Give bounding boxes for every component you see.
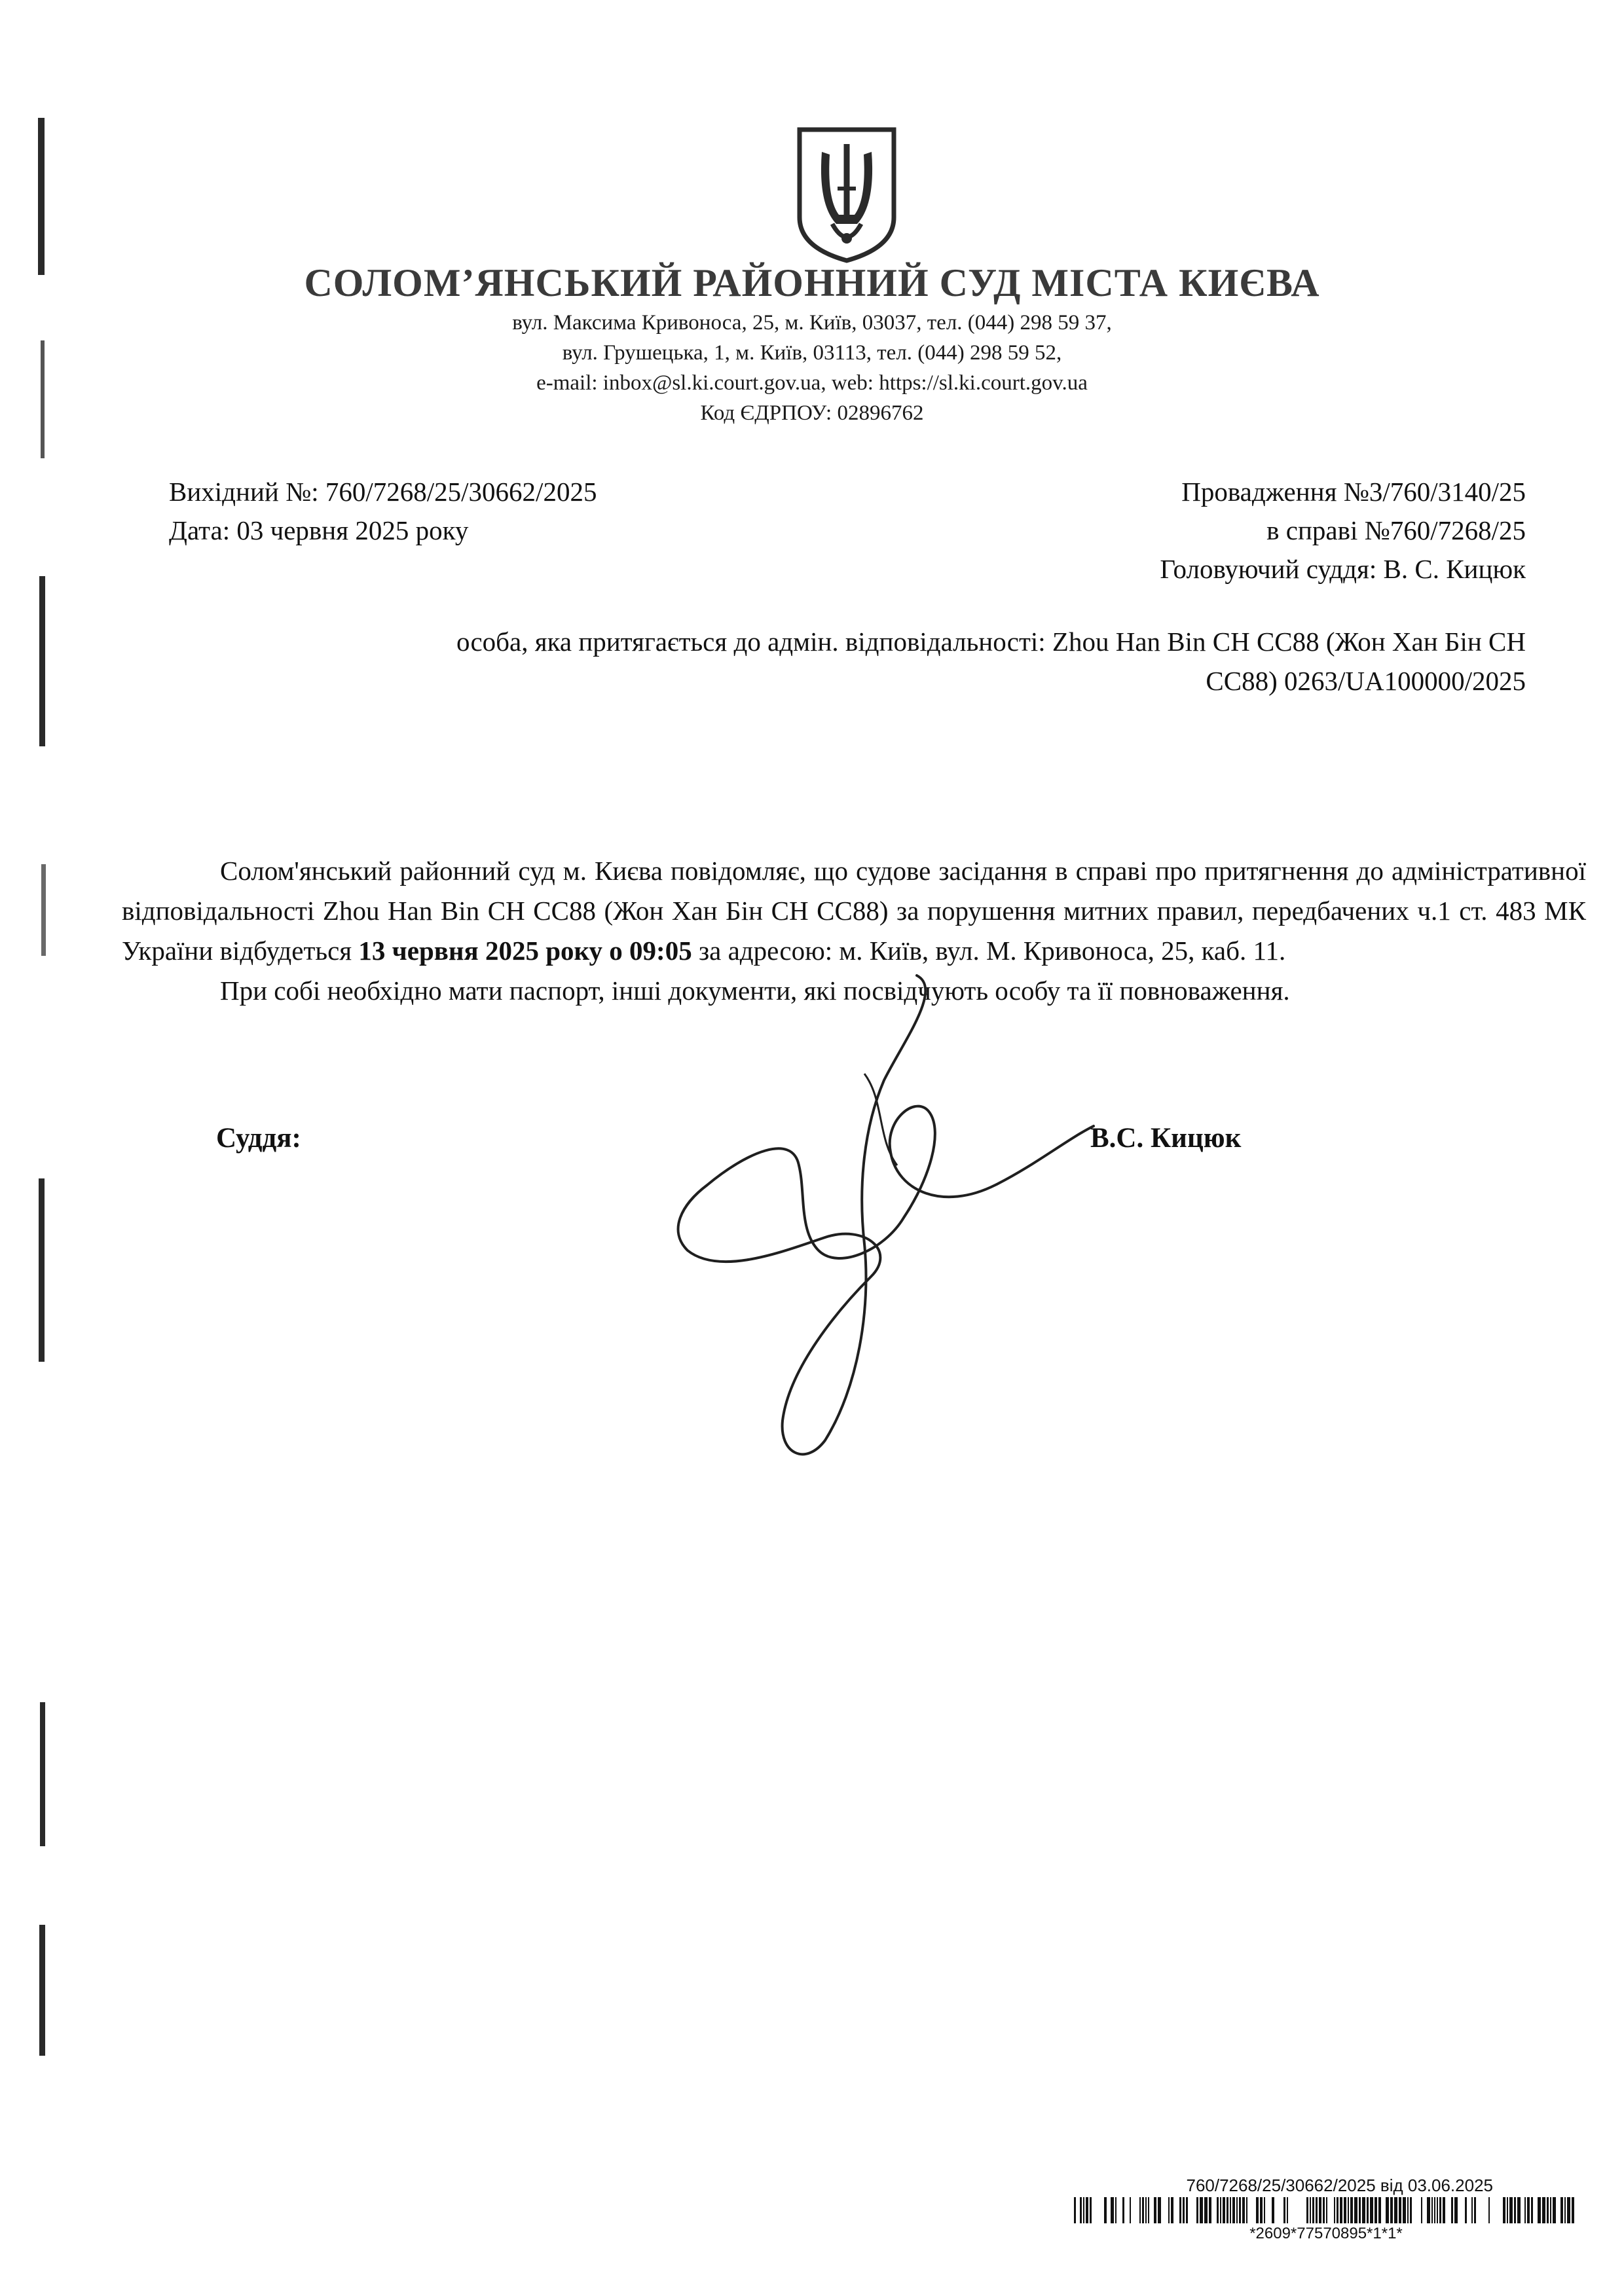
registration-number: 760/7268/25/30662/2025 від 03.06.2025 bbox=[1186, 2176, 1493, 2195]
outgoing-number: Вихідний №: 760/7268/25/30662/2025 bbox=[169, 477, 597, 507]
case-number: в справі №760/7268/25 bbox=[1266, 515, 1526, 545]
proceeding-number: Провадження №3/760/3140/25 bbox=[1181, 477, 1526, 507]
judge-label: Суддя: bbox=[216, 1123, 301, 1154]
person-line-2: CC88) 0263/UA100000/2025 bbox=[1206, 666, 1526, 696]
court-contact-block bbox=[0, 308, 1624, 428]
signature-icon bbox=[668, 969, 1100, 1467]
court-address-1: вул. Максима Кривоноса, 25, м. Київ, 03037, тел. (044) 298 59 37, bbox=[512, 311, 1112, 335]
notice-paragraph-2: При собі необхідно мати паспорт, інші документи, які посвідчують особу та її повноваження. bbox=[220, 975, 1290, 1006]
court-edrpou: Код ЄДРПОУ: 02896762 bbox=[700, 401, 924, 425]
barcode-icon bbox=[1074, 2197, 1578, 2223]
outgoing-date: Дата: 03 червня 2025 року bbox=[169, 515, 469, 545]
barcode-text: *2609*77570895*1*1* bbox=[1249, 2225, 1403, 2242]
notice-paragraph-1: Солом'янський районний суд м. Києва повідомляє, що судове засідання в справі про притягнення до адміністративної відповідальності Zhou Han Bin CH CC88 (Жон Хан Бін CH CC88) за порушення митних правил, передбачених ч.1 ст. 483 МК України відбудеться 13 червня 2025 року о 09:05 за адресою: м. Київ, вул. М. Кривоноса, 25, каб. 11. bbox=[122, 856, 1586, 966]
outgoing-block bbox=[169, 473, 597, 550]
person-line-1: особа, яка притягається до адмін. відповідальності: Zhou Han Bin CH CC88 (Жон Хан Бін CH bbox=[456, 627, 1526, 657]
court-contacts: e-mail: inbox@sl.ki.court.gov.ua, web: https://sl.ki.court.gov.ua bbox=[536, 371, 1088, 395]
presiding-judge: Головуючий суддя: В. С. Кицюк bbox=[1160, 554, 1526, 584]
coat-of-arms-icon bbox=[796, 126, 898, 263]
proceeding-block bbox=[1160, 473, 1526, 589]
court-address-2: вул. Грушецька, 1, м. Київ, 03113, тел. (044) 298 59 52, bbox=[562, 341, 1062, 365]
court-name: СОЛОМ’ЯНСЬКИЙ РАЙОННИЙ СУД МІСТА КИЄВА bbox=[304, 261, 1320, 304]
person-block bbox=[223, 622, 1526, 701]
judge-name: В.С. Кицюк bbox=[1090, 1123, 1242, 1154]
